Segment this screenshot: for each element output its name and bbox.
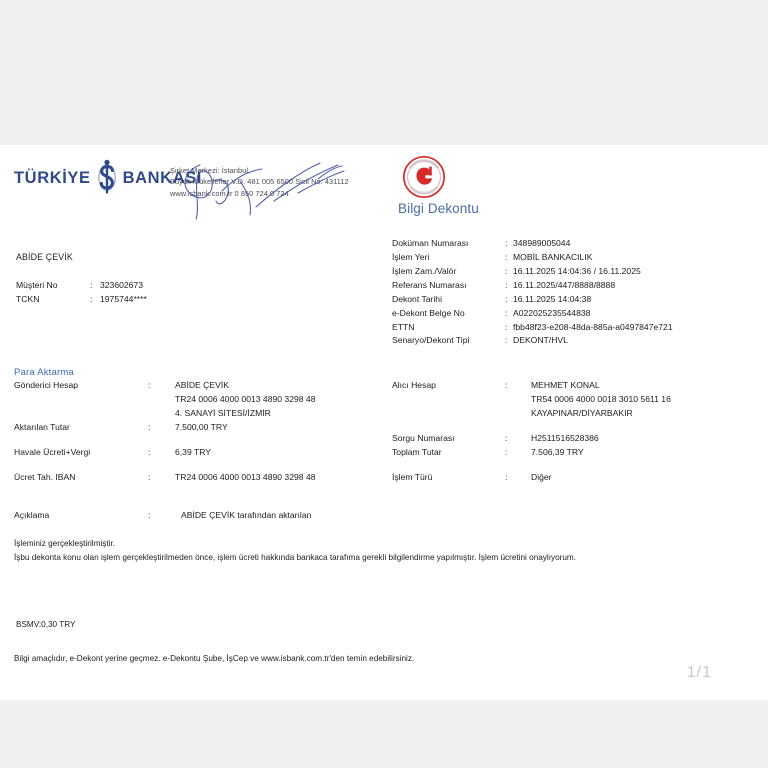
field-label: Havale Ücreti+Vergi [14,446,91,457]
field-label: Alıcı Hesap [392,380,436,390]
description-row [14,509,614,523]
company-info-line-3: www.isbank.com.tr 0 850 724 0 724 [170,188,289,198]
document-meta-fields [392,237,673,348]
field-senaryo-dekont-tipi [392,334,673,348]
field-label: e-Dekont Belge No [392,307,465,318]
field-label: İşlem Yeri [392,251,430,262]
red-circular-seal-icon [402,155,446,199]
field-value: MOBİL BANKACILIK [513,251,593,262]
field-label: İşlem Zam./Valör [392,265,457,276]
field-colon: : [505,251,508,262]
document-kind-title: Bilgi Dekontu [398,201,479,216]
field-islem-yeri [392,251,673,265]
field-colon: : [505,446,508,457]
field-value: 323602673 [100,280,144,290]
field-colon: : [505,265,508,276]
field-value: 7.500,00 TRY [175,421,228,432]
spacer [392,460,762,471]
field-label: Müşteri No [16,280,58,290]
field-havale-ucreti-vergi [14,446,384,460]
field-toplam-tutar [392,446,762,460]
field-colon: : [148,446,151,457]
field-tckn [16,293,147,307]
transfer-sender-column [14,379,384,485]
transfer-section-heading: Para Aktarma [14,367,74,378]
bank-name-part1: TÜRKİYE [14,168,91,187]
field-value: 1975744**** [100,293,147,304]
field-value: 348989005044 [513,238,571,248]
customer-name: ABİDE ÇEVİK [16,252,73,262]
company-info-line-2: Büyük Mükellefler V.D. 481 005 6500 Sicil No: 431112 [170,177,349,187]
field-label: Senaryo/Dekont Tipi [392,335,470,346]
statements-block [14,537,754,565]
company-info-line-1: Şirket Merkezi: İstanbul, [170,166,251,175]
field-value: DEKONT/HVL [513,335,568,346]
field-value: MEHMET KONAL [531,380,600,390]
field-alici-hesap [392,379,762,393]
sender-iban: TR24 0006 4000 0013 4890 3298 48 [175,393,316,404]
field-value: 7.506,39 TRY [531,446,584,457]
document-page [0,145,768,700]
field-colon: : [505,238,508,248]
is-bankasi-monogram-icon [94,159,120,197]
field-label: Referans Numarası [392,279,467,290]
field-value: 16.11.2025/447/8888/8888 [513,279,616,290]
field-label: İşlem Türü [392,471,433,482]
document-header [0,145,768,217]
field-colon: : [505,471,508,482]
field-value: H2511516528386 [531,432,599,443]
receiver-iban: TR54 0006 4000 0018 3010 5611 16 [531,393,671,404]
field-value: fbb48f23-e208-48da-885a-a0497847e721 [513,321,673,332]
field-dekont-tarihi [392,293,673,307]
field-value: Diğer [531,471,552,482]
field-sorgu-numarasi [392,432,762,446]
receiver-branch: KAYAPINAR/DİYARBAKIR [531,407,633,418]
field-colon: : [505,335,508,346]
field-aktarilan-tutar [14,421,384,435]
field-ucret-tah-iban [14,471,384,485]
field-ettn [392,321,673,335]
field-label: ETTN [392,321,415,332]
spacer [14,460,384,471]
field-label: Sorgu Numarası [392,432,455,443]
field-colon: : [505,432,508,443]
page-counter: 1/1 [686,664,712,681]
sender-branch: 4. SANAYİ SİTESİ/İZMİR [175,407,271,418]
field-value: ABİDE ÇEVİK tarafından aktarılan [181,510,312,520]
field-colon: : [148,380,151,390]
spacer [392,421,762,432]
field-colon: : [505,380,508,390]
field-referans-numarasi [392,279,673,293]
field-colon: : [505,279,508,290]
field-islem-zaman-valor [392,265,673,279]
field-islem-turu [392,471,762,485]
field-label: Gönderici Hesap [14,380,79,390]
field-value: A022025235544838 [513,307,591,318]
field-gonderici-hesap [14,379,384,393]
field-value: TR24 0006 4000 0013 4890 3298 48 [175,471,316,482]
spacer [14,435,384,446]
field-label: Doküman Numarası [392,238,469,248]
field-aciklama [14,509,614,523]
customer-id-fields [16,279,147,307]
field-colon: : [90,293,93,304]
field-value: 16.11.2025 14:04:36 / 16.11.2025 [513,265,641,276]
field-musteri-no [16,279,147,293]
field-colon: : [505,321,508,332]
field-colon: : [148,471,151,482]
field-colon: : [148,421,151,432]
transfer-receiver-column [392,379,762,485]
field-colon: : [148,510,151,520]
bsmv-line: BSMV:0,30 TRY [16,620,76,629]
field-label: Aktarılan Tutar [14,421,70,432]
field-colon: : [90,280,93,290]
field-colon: : [505,307,508,318]
field-label: Ücret Tah. IBAN [14,471,76,482]
field-label: Toplam Tutar [392,446,442,457]
company-info [170,165,349,199]
field-label: TCKN [16,293,40,304]
field-value: 6,39 TRY [175,446,211,457]
field-edekont-belge-no [392,307,673,321]
field-colon: : [505,293,508,304]
bank-name-part2: BANKASI [122,168,202,187]
document-kind-block [398,155,479,216]
field-label: Dekont Tarihi [392,293,442,304]
statement-line-1: İşleminiz gerçekleştirilmiştir. [14,539,115,548]
statement-line-2: İşbu dekonta konu olan işlem gerçekleştirilmeden önce, işlem ücreti hakkında bankaca tarafıma gerekli bilgilendirme yapılmıştır. İşlem ücretini onaylıyorum. [14,553,577,563]
disclaimer-text: Bilgi amaçlıdır, e-Dekont yerine geçmez. e-Dekontu Şube, İşCep ve www.isbank.com.tr'den temin edebilirsiniz. [14,654,415,663]
field-label: Açıklama [14,510,50,520]
field-value: ABİDE ÇEVİK [175,380,229,390]
field-value: 16.11.2025 14:04:38 [513,293,592,304]
field-dokuman-numarasi [392,237,673,251]
